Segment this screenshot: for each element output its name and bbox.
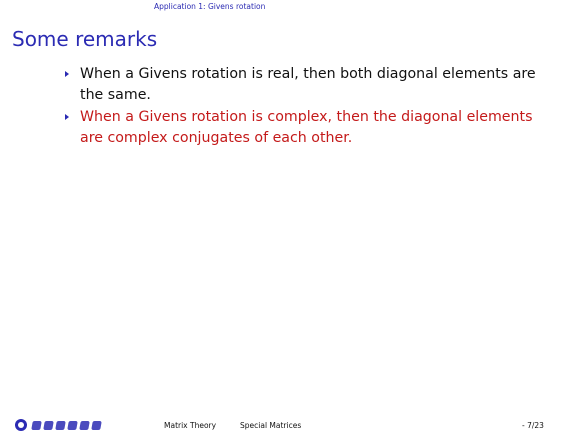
university-logo — [15, 418, 101, 432]
footer-course: Matrix Theory — [164, 421, 217, 430]
footer-bar — [0, 418, 580, 435]
section-headline: Application 1: Givens rotation — [154, 2, 266, 11]
triangle-bullet-icon — [65, 114, 69, 120]
calligraphy-icon — [32, 421, 101, 430]
bullet-text-complex: When a Givens rotation is complex, then the diagonal elements are complex conjugates of each other. — [80, 109, 533, 146]
bullet-list — [64, 64, 539, 150]
page-number: - 7/23 — [522, 421, 544, 430]
bullet-item-real — [64, 64, 539, 105]
bullet-text-real: When a Givens rotation is real, then both diagonal elements are the same. — [80, 66, 536, 103]
footer-section: Special Matrices — [240, 421, 302, 430]
slide-title: Some remarks — [12, 27, 158, 51]
bullet-item-complex — [64, 107, 539, 148]
triangle-bullet-icon — [65, 71, 69, 77]
seal-icon — [15, 419, 27, 431]
